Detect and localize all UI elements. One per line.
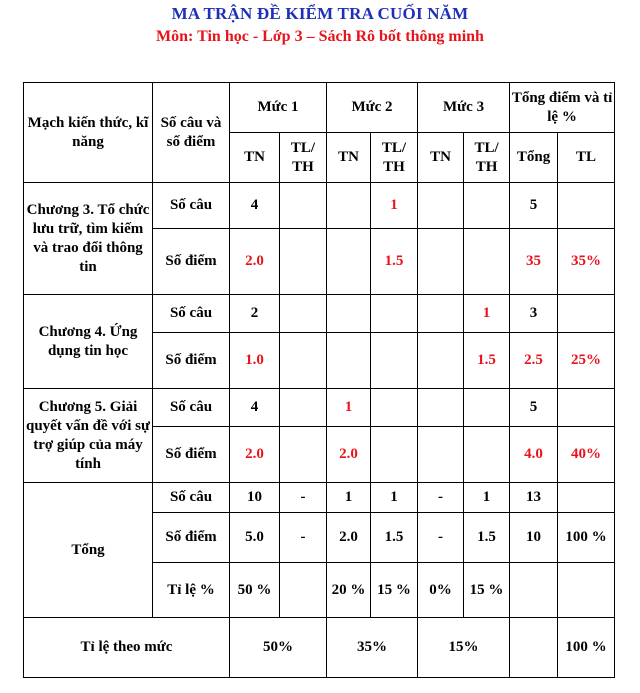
- cell: [280, 427, 327, 483]
- cell: 1: [327, 483, 371, 513]
- cell: -: [280, 483, 327, 513]
- header-l2-tlth: TL/ TH: [371, 133, 418, 183]
- cell: 4.0: [510, 427, 558, 483]
- total-label: Tổng: [24, 483, 153, 618]
- cell: 35: [510, 229, 558, 295]
- cell: [280, 295, 327, 333]
- cell: 4: [230, 389, 280, 427]
- level-ratio-label: Tỉ lệ theo mức: [24, 618, 230, 678]
- topic-chapter-4: Chương 4. Ứng dụng tin học: [24, 295, 153, 389]
- matrix-table: [23, 82, 615, 678]
- cell: 40%: [558, 427, 615, 483]
- cell: [418, 333, 464, 389]
- cell: [418, 389, 464, 427]
- cell: 20 %: [327, 563, 371, 618]
- cell: 10: [230, 483, 280, 513]
- cell: 100 %: [558, 513, 615, 563]
- cell: 5: [510, 183, 558, 229]
- header-level-2: Mức 2: [327, 83, 418, 133]
- cell: 5.0: [230, 513, 280, 563]
- cell: [510, 563, 558, 618]
- header-level-1: Mức 1: [230, 83, 327, 133]
- cell: 2.0: [230, 229, 280, 295]
- cell: 15 %: [464, 563, 510, 618]
- row-label-so-diem: Số điểm: [153, 427, 230, 483]
- cell: [371, 333, 418, 389]
- cell: [418, 229, 464, 295]
- cell: 2.5: [510, 333, 558, 389]
- level-total-ratio: 100 %: [558, 618, 615, 678]
- cell: -: [280, 513, 327, 563]
- cell: 13: [510, 483, 558, 513]
- level-3-ratio: 15%: [418, 618, 510, 678]
- cell: 1.5: [464, 333, 510, 389]
- cell: 15 %: [371, 563, 418, 618]
- cell: [418, 183, 464, 229]
- cell: [327, 229, 371, 295]
- cell: -: [418, 513, 464, 563]
- topic-chapter-5: Chương 5. Giải quyết vấn đề với sự trợ giúp của máy tính: [24, 389, 153, 483]
- cell: 1: [464, 295, 510, 333]
- cell: 2: [230, 295, 280, 333]
- cell: [558, 389, 615, 427]
- header-level-3: Mức 3: [418, 83, 510, 133]
- level-2-ratio: 35%: [327, 618, 418, 678]
- cell: 1.5: [371, 229, 418, 295]
- cell: 50 %: [230, 563, 280, 618]
- cell: [558, 295, 615, 333]
- cell: [464, 183, 510, 229]
- row-label-so-diem: Số điểm: [153, 513, 230, 563]
- header-tong: Tổng: [510, 133, 558, 183]
- cell: [280, 333, 327, 389]
- level-1-ratio: 50%: [230, 618, 327, 678]
- cell: 2.0: [230, 427, 280, 483]
- cell: [418, 427, 464, 483]
- cell: [558, 183, 615, 229]
- cell: [464, 389, 510, 427]
- cell: [371, 427, 418, 483]
- cell: [464, 427, 510, 483]
- cell: [371, 295, 418, 333]
- row-label-so-diem: Số điểm: [153, 229, 230, 295]
- cell: [280, 229, 327, 295]
- header-l1-tn: TN: [230, 133, 280, 183]
- cell: [280, 183, 327, 229]
- cell: 2.0: [327, 427, 371, 483]
- header-total: Tổng điểm và tỉ lệ %: [510, 83, 615, 133]
- row-label-so-diem: Số điểm: [153, 333, 230, 389]
- cell: [327, 295, 371, 333]
- header-tl: TL: [558, 133, 615, 183]
- row-label-ti-le: Tỉ lệ %: [153, 563, 230, 618]
- page-title: MA TRẬN ĐỀ KIỂM TRA CUỐI NĂM: [171, 4, 469, 23]
- cell: [280, 389, 327, 427]
- row-label-so-cau: Số câu: [153, 295, 230, 333]
- cell: [464, 229, 510, 295]
- cell: 1: [371, 483, 418, 513]
- cell: 1: [327, 389, 371, 427]
- cell: 1.5: [371, 513, 418, 563]
- cell: [327, 183, 371, 229]
- row-label-so-cau: Số câu: [153, 483, 230, 513]
- header-l2-tn: TN: [327, 133, 371, 183]
- cell: 35%: [558, 229, 615, 295]
- cell: 4: [230, 183, 280, 229]
- cell: [510, 618, 558, 678]
- header-l3-tn: TN: [418, 133, 464, 183]
- cell: 1: [371, 183, 418, 229]
- header-topic: Mạch kiến thức, kĩ năng: [24, 83, 153, 183]
- topic-chapter-3: Chương 3. Tổ chức lưu trữ, tìm kiếm và trao đổi thông tin: [24, 183, 153, 295]
- cell: 1.0: [230, 333, 280, 389]
- header-count: Số câu và số điểm: [153, 83, 230, 183]
- header-l3-tlth: TL/ TH: [464, 133, 510, 183]
- cell: 1.5: [464, 513, 510, 563]
- row-label-so-cau: Số câu: [153, 183, 230, 229]
- row-label-so-cau: Số câu: [153, 389, 230, 427]
- cell: [558, 483, 615, 513]
- page-subtitle: Môn: Tin học - Lớp 3 – Sách Rô bốt thông minh: [156, 28, 484, 45]
- cell: 3: [510, 295, 558, 333]
- cell: [280, 563, 327, 618]
- cell: [327, 333, 371, 389]
- cell: 0%: [418, 563, 464, 618]
- cell: 10: [510, 513, 558, 563]
- cell: 1: [464, 483, 510, 513]
- cell: [558, 563, 615, 618]
- cell: 5: [510, 389, 558, 427]
- cell: [418, 295, 464, 333]
- cell: [371, 389, 418, 427]
- cell: 25%: [558, 333, 615, 389]
- cell: 2.0: [327, 513, 371, 563]
- cell: -: [418, 483, 464, 513]
- header-l1-tlth: TL/ TH: [280, 133, 327, 183]
